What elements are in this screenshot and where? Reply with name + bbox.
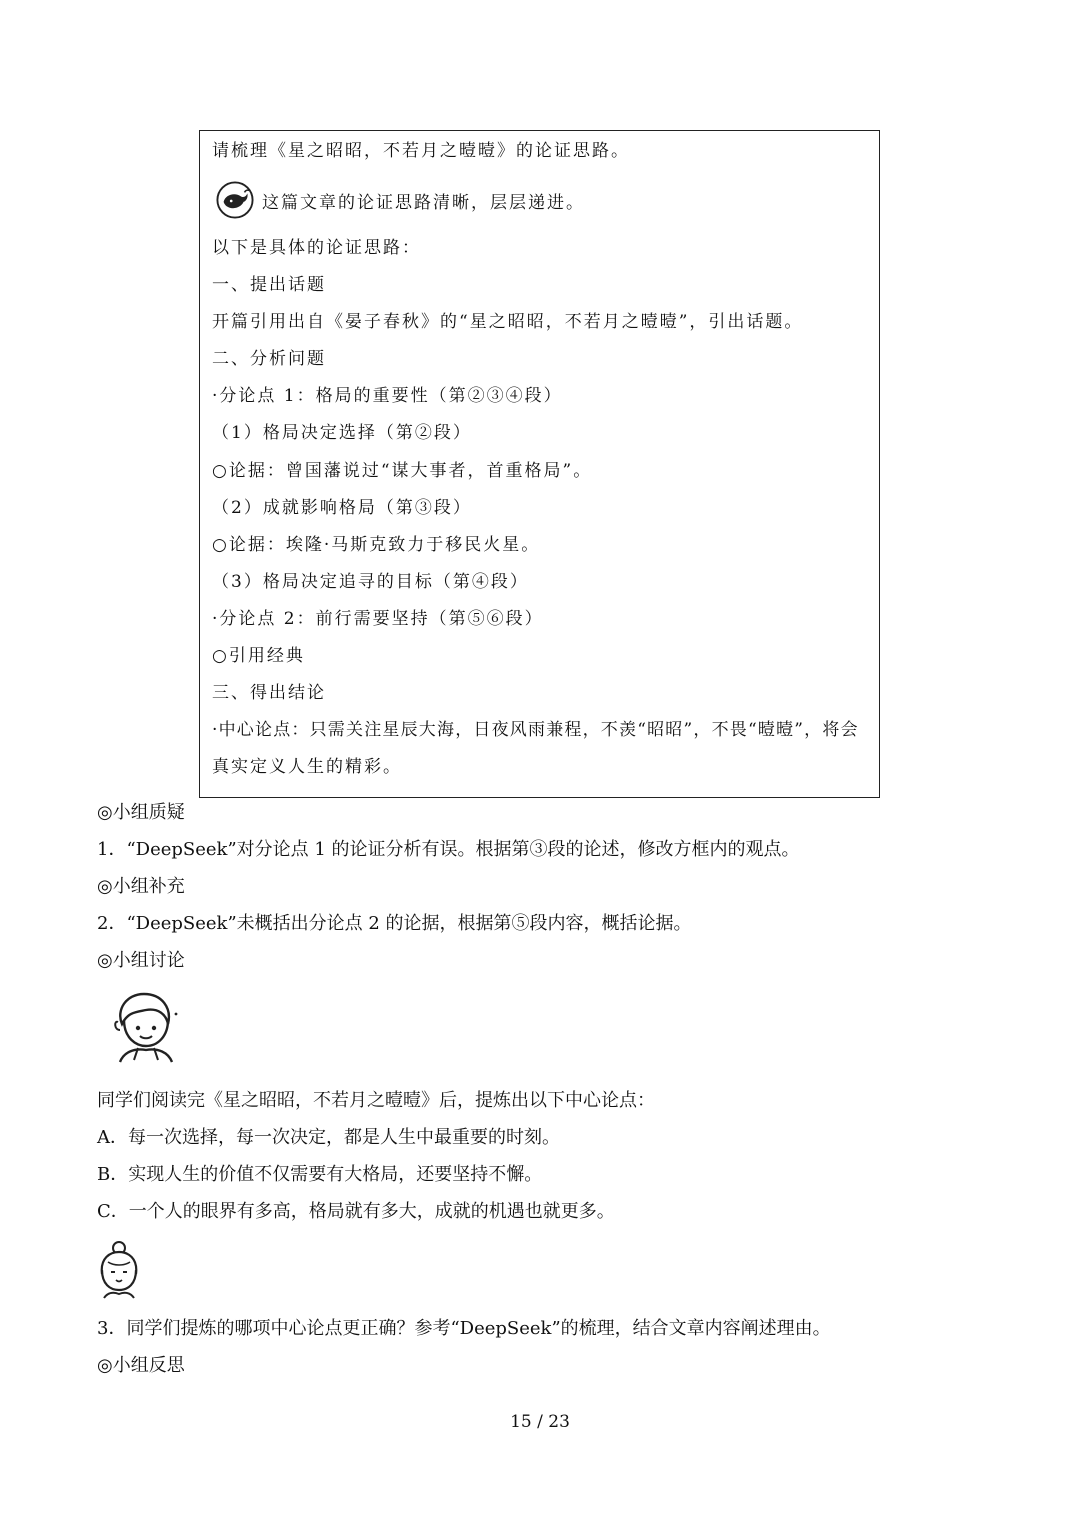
box-line: ·分论点 1：格局的重要性（第②③④段） [212,386,563,406]
section-supplement-heading: ◎小组补充 [97,876,185,897]
box-line: 真实定义人生的精彩。 [212,757,402,777]
option-c: C．一个人的眼界有多高，格局就有多大，成就的机遇也就更多。 [97,1201,615,1222]
box-line: （3）格局决定追寻的目标（第④段） [212,572,529,592]
box-line: ○引用经典 [212,646,305,666]
section-discussion-heading: ◎小组讨论 [97,950,185,971]
box-line: ○论据：埃隆·马斯克致力于移民火星。 [212,535,541,555]
box-line: 三、得出结论 [212,683,326,703]
student-girl-avatar [96,1240,142,1300]
box-line: ·分论点 2：前行需要坚持（第⑤⑥段） [212,609,544,629]
ai-reply-row [216,181,585,219]
question-3: 3．同学们提炼的哪项中心论点更正确？参考“DeepSeek”的梳理，结合文章内容阐述理由。 [97,1318,831,1339]
box-line: （1）格局决定选择（第②段） [212,423,472,443]
box-line: 一、提出话题 [212,275,326,295]
box-line: 开篇引用出自《晏子春秋》的“星之昭昭，不若月之曀曀”，引出话题。 [212,312,804,332]
ai-reply-text: 这篇文章的论证思路清晰，层层递进。 [262,192,585,213]
deepseek-whale-icon [216,181,254,219]
section-reflection-heading: ◎小组反思 [97,1355,185,1376]
question-2: 2．“DeepSeek”未概括出分论点 2 的论据，根据第⑤段内容，概括论据。 [97,913,692,934]
box-line: ·中心论点：只需关注星辰大海，日夜风雨兼程，不羡“昭昭”，不畏“曀曀”，将会 [212,720,859,740]
student-boy-avatar [110,990,182,1064]
box-line: （2）成就影响格局（第③段） [212,498,472,518]
box-prompt: 请梳理《星之昭昭，不若月之曀曀》的论证思路。 [212,141,630,161]
option-a: A．每一次选择，每一次决定，都是人生中最重要的时刻。 [97,1127,560,1148]
deepseek-answer-box [199,130,880,798]
option-b: B．实现人生的价值不仅需要有大格局，还要坚持不懈。 [97,1164,543,1185]
page-number: 15 / 23 [510,1412,570,1432]
question-1: 1．“DeepSeek”对分论点 1 的论证分析有误。根据第③段的论述，修改方框内的观点。 [97,839,800,860]
box-line: ○论据：曾国藩说过“谋大事者，首重格局”。 [212,461,593,481]
box-line: 以下是具体的论证思路： [212,238,421,258]
box-line: 二、分析问题 [212,349,326,369]
section-question-heading: ◎小组质疑 [97,802,185,823]
discussion-intro: 同学们阅读完《星之昭昭，不若月之曀曀》后，提炼出以下中心论点： [97,1090,655,1111]
